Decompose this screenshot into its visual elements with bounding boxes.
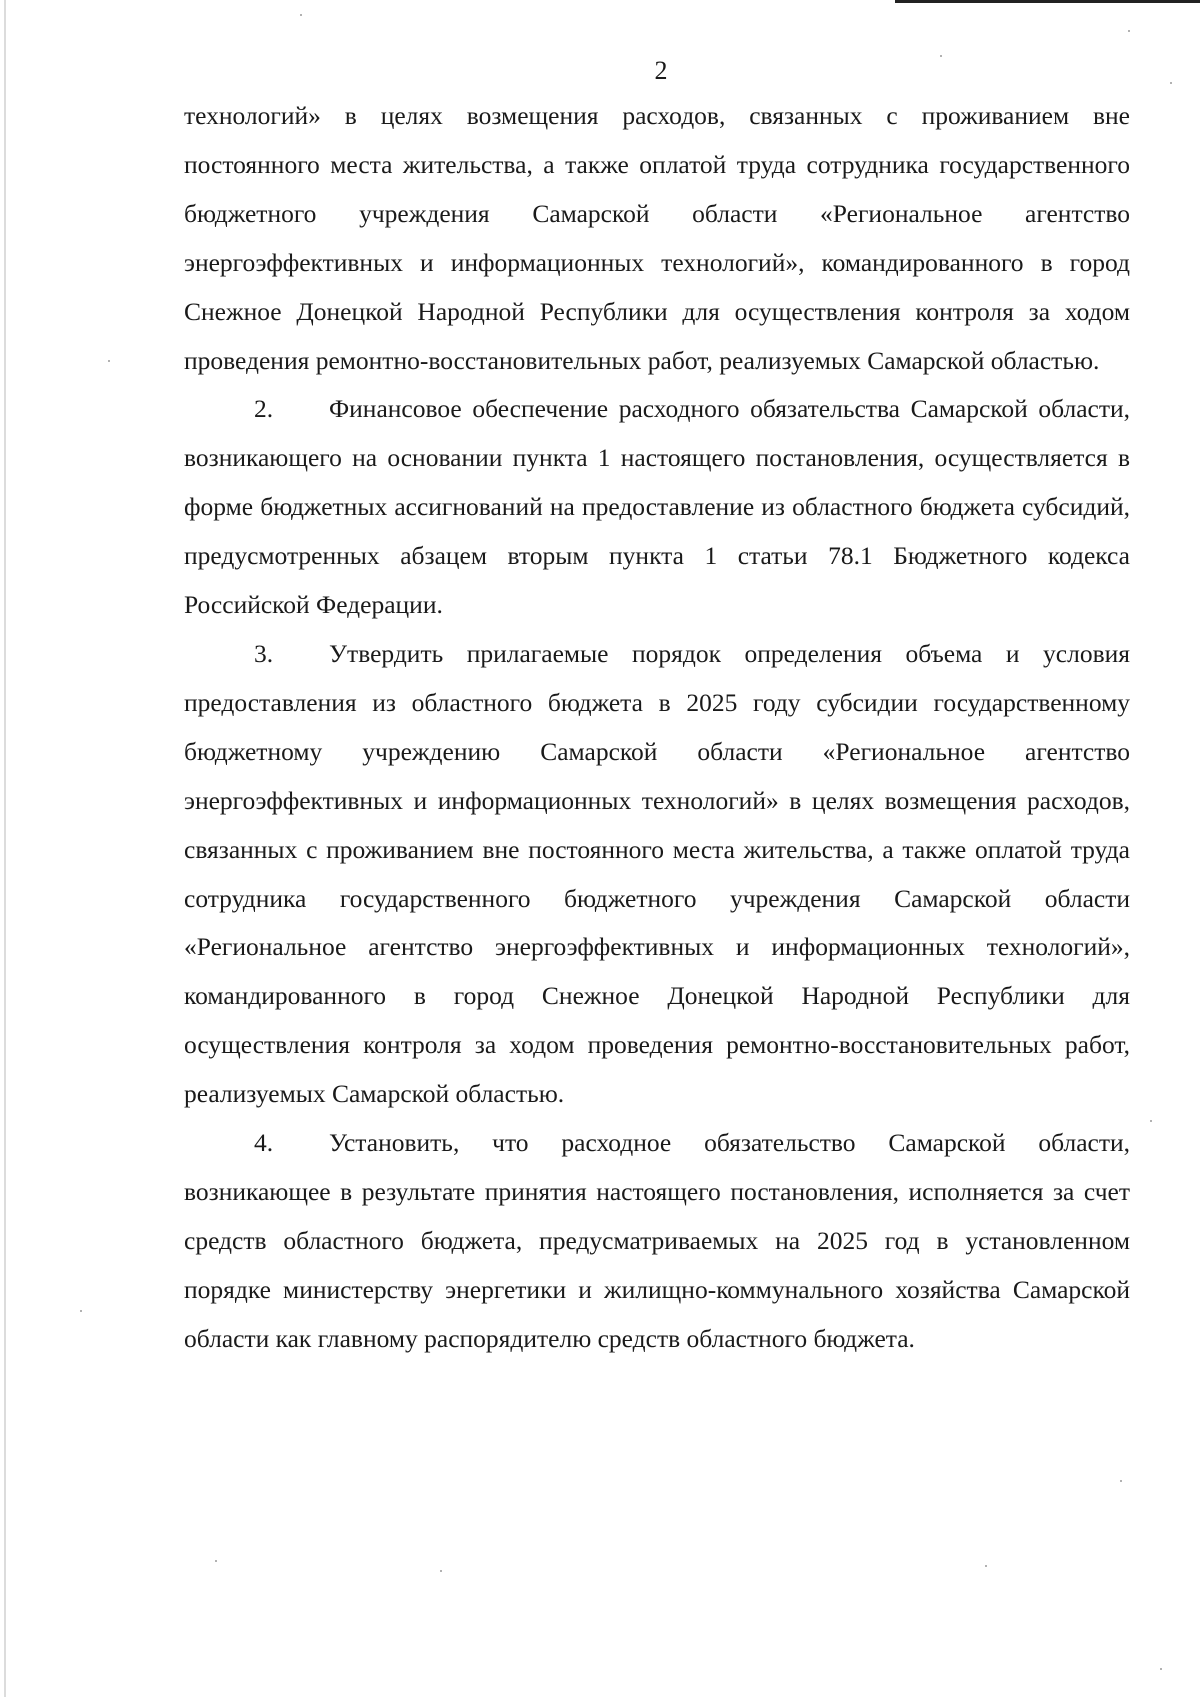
- scan-speck: [300, 14, 302, 16]
- paragraph-number: 4.: [254, 1128, 274, 1158]
- scan-speck: [108, 360, 110, 362]
- paragraph-number: 2.: [254, 394, 274, 424]
- scan-speck: [80, 1310, 82, 1312]
- scan-speck: [1120, 1480, 1122, 1482]
- paragraph-continuation: [184, 92, 1130, 385]
- scan-speck: [1128, 30, 1130, 32]
- paragraph-text: Финансовое обеспечение расходного обязательства Самарской области, возникающего на основании пункта 1 настоящего постановления, осуществляется в форме бюджетных ассигнований на предоставление из областного бюджета субсидий, предусмотренных абзацем вторым пункта 1 статьи 78.1 Бюджетного кодекса Российской Федерации.: [184, 394, 1130, 620]
- paragraph-item-3: [184, 630, 1130, 1119]
- scan-speck: [985, 1565, 987, 1567]
- paragraph-text: Установить, что расходное обязательство Самарской области, возникающее в результате принятия настоящего постановления, исполняется за счет средств областного бюджета, предусматриваемых на 2025 год в установленном порядке министерству энергетики и жилищно-коммунального хозяйства Самарской области как главному распорядителю средств областного бюджета.: [184, 1128, 1130, 1353]
- top-border-line: [895, 0, 1200, 3]
- scan-left-edge: [4, 0, 6, 1697]
- scan-speck: [440, 1570, 442, 1572]
- scan-speck: [1160, 1668, 1162, 1670]
- paragraph-text: технологий» в целях возмещения расходов, связанных с проживанием вне постоянного места жительства, а также оплатой труда сотрудника государственного бюджетного учреждения Самарской области «Региональное агентство энергоэффективных и информационных технологий», командированного в город Снежное Донецкой Народной Республики для осуществления контроля за ходом проведения ремонтно-восстановительных работ, реализуемых Самарской областью.: [184, 101, 1130, 375]
- paragraph-number: 3.: [254, 638, 274, 668]
- paragraph-item-4: [184, 1119, 1130, 1364]
- paragraph-text: Утвердить прилагаемые порядок определения объема и условия предоставления из областного бюджета в 2025 году субсидии государственному бюджетному учреждению Самарской области «Региональное агентство энергоэффективных и информационных технологий» в целях возмещения расходов, связанных с проживанием вне постоянного места жительства, а также оплатой труда сотрудника государственного бюджетного учреждения Самарской области «Региональное агентство энергоэффективных и информационных технологий», командированного в город Снежное Донецкой Народной Республики для осуществления контроля за ходом проведения ремонтно-восстановительных работ, реализуемых Самарской областью.: [184, 638, 1130, 1109]
- scan-speck: [940, 55, 942, 57]
- scan-speck: [1170, 82, 1172, 84]
- scan-speck: [1150, 1120, 1152, 1122]
- document-body: [184, 92, 1130, 1364]
- scan-speck: [215, 1560, 217, 1562]
- page-number: 2: [654, 56, 668, 85]
- paragraph-item-2: [184, 385, 1130, 630]
